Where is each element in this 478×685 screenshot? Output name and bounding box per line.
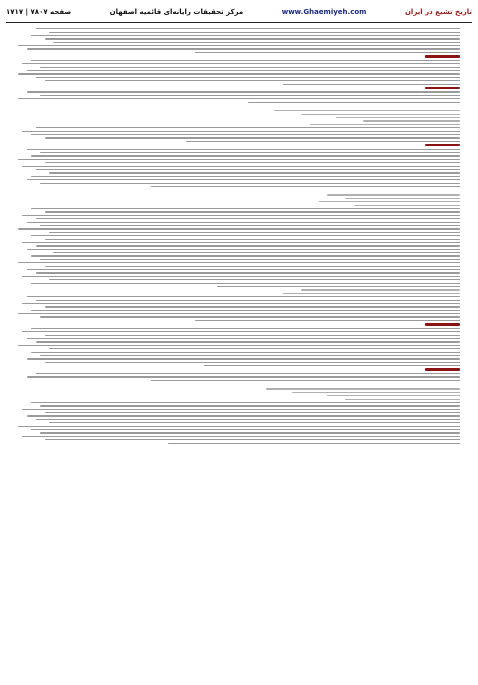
text-line (31, 255, 460, 256)
text-line (36, 169, 460, 170)
text-line (18, 345, 460, 346)
header-url[interactable]: www.Ghaemiyeh.com (281, 8, 367, 16)
text-line (45, 266, 460, 267)
text-line (283, 84, 460, 85)
text-line (40, 405, 460, 406)
text-line (45, 412, 460, 413)
text-line (36, 272, 460, 273)
text-line (45, 306, 460, 307)
text-line (45, 335, 460, 336)
text-line (45, 362, 460, 363)
paragraph-gap (18, 383, 460, 386)
text-line (204, 365, 460, 366)
text-line (45, 439, 460, 440)
text-line (36, 28, 460, 29)
text-line (31, 35, 460, 36)
text-line (49, 172, 460, 173)
text-line (31, 155, 460, 156)
text-line (22, 331, 460, 332)
text-line (27, 91, 460, 92)
text-line (327, 395, 460, 396)
paragraph (18, 373, 460, 381)
text-line (36, 245, 460, 246)
text-line (53, 42, 460, 43)
text-line (18, 426, 460, 427)
text-line (45, 211, 460, 212)
reference-list (18, 194, 460, 205)
text-line (40, 67, 460, 68)
reference-list (18, 388, 460, 399)
text-line (27, 149, 460, 150)
text-line (40, 259, 460, 260)
paragraph (18, 149, 460, 188)
text-line (248, 102, 460, 103)
text-line (31, 352, 460, 353)
text-line (319, 201, 460, 202)
text-line (363, 120, 460, 121)
text-line (49, 348, 460, 349)
body-text (18, 26, 460, 681)
paragraph (18, 402, 460, 444)
text-line (345, 399, 460, 400)
text-line (18, 98, 460, 99)
text-line (18, 228, 460, 229)
text-line (22, 436, 460, 437)
paragraph (18, 296, 460, 321)
text-line (36, 300, 460, 301)
text-line (22, 303, 460, 304)
text-line (31, 429, 460, 430)
paragraph (18, 28, 460, 53)
text-line (345, 198, 460, 199)
text-line (40, 95, 460, 96)
paragraph (18, 208, 460, 287)
text-line (45, 38, 460, 39)
text-line (40, 355, 460, 356)
text-line (36, 218, 460, 219)
text-line (36, 77, 460, 78)
text-line (283, 293, 460, 294)
text-line (31, 283, 460, 284)
text-line (45, 137, 460, 138)
text-line (217, 286, 460, 287)
paragraph-gap (18, 189, 460, 192)
paragraph (18, 91, 460, 102)
text-line (292, 392, 460, 393)
text-line (40, 225, 460, 226)
header-page-label: صفحه ۷۸۰۷ | ۱۷۱۷ (6, 8, 72, 16)
text-line (31, 208, 460, 209)
text-line (40, 316, 460, 317)
text-line (18, 262, 460, 263)
section-heading (18, 144, 460, 146)
text-line (36, 127, 460, 128)
text-line (31, 60, 460, 61)
section-heading (18, 323, 460, 325)
text-line (336, 117, 460, 118)
text-line (22, 63, 460, 64)
text-line (27, 415, 460, 416)
text-line (31, 310, 460, 311)
text-line (22, 215, 460, 216)
text-line (36, 341, 460, 342)
text-line (40, 432, 460, 433)
paragraph (18, 127, 460, 142)
text-line (40, 152, 460, 153)
text-line (31, 134, 460, 135)
text-line (36, 419, 460, 420)
section-heading (18, 55, 460, 57)
text-line (22, 276, 460, 277)
reference-list (18, 289, 460, 294)
text-line (151, 380, 460, 381)
text-line (31, 402, 460, 403)
text-line (27, 249, 460, 250)
text-line (40, 183, 460, 184)
paragraph (18, 328, 460, 367)
text-line (27, 269, 460, 270)
text-line (27, 179, 460, 180)
text-line (22, 242, 460, 243)
text-line (327, 194, 460, 195)
page-header (6, 4, 472, 23)
header-right-title: تاریخ تشیع در ایران (404, 8, 472, 16)
text-line (36, 373, 460, 374)
header-center-title: مرکز تحقیقات رایانه‌ای قائمیه اصفهان (109, 8, 244, 16)
text-line (45, 239, 460, 240)
text-line (27, 70, 460, 71)
paragraph-gap (18, 105, 460, 108)
text-line (22, 131, 460, 132)
text-line (186, 141, 460, 142)
reference-list (18, 110, 460, 125)
text-line (31, 328, 460, 329)
text-line (301, 114, 460, 115)
text-line (195, 320, 460, 321)
text-line (22, 166, 460, 167)
text-line (274, 110, 460, 111)
text-line (301, 289, 460, 290)
text-line (45, 162, 460, 163)
paragraph (18, 60, 460, 85)
text-line (27, 376, 460, 377)
text-line (22, 409, 460, 410)
text-line (27, 338, 460, 339)
section-heading (18, 87, 460, 89)
text-line (18, 45, 460, 46)
text-line (310, 124, 460, 125)
text-line (53, 252, 460, 253)
text-line (49, 32, 460, 33)
text-line (151, 186, 460, 187)
text-line (27, 358, 460, 359)
text-line (49, 422, 460, 423)
text-line (18, 73, 460, 74)
text-line (49, 279, 460, 280)
section-heading (18, 368, 460, 370)
text-line (18, 159, 460, 160)
text-line (49, 232, 460, 233)
text-line (354, 205, 460, 206)
text-line (168, 443, 460, 444)
text-line (266, 388, 460, 389)
text-line (31, 176, 460, 177)
text-line (195, 52, 460, 53)
text-line (27, 296, 460, 297)
text-line (31, 235, 460, 236)
text-line (27, 48, 460, 49)
text-line (45, 80, 460, 81)
text-line (27, 222, 460, 223)
text-line (18, 313, 460, 314)
